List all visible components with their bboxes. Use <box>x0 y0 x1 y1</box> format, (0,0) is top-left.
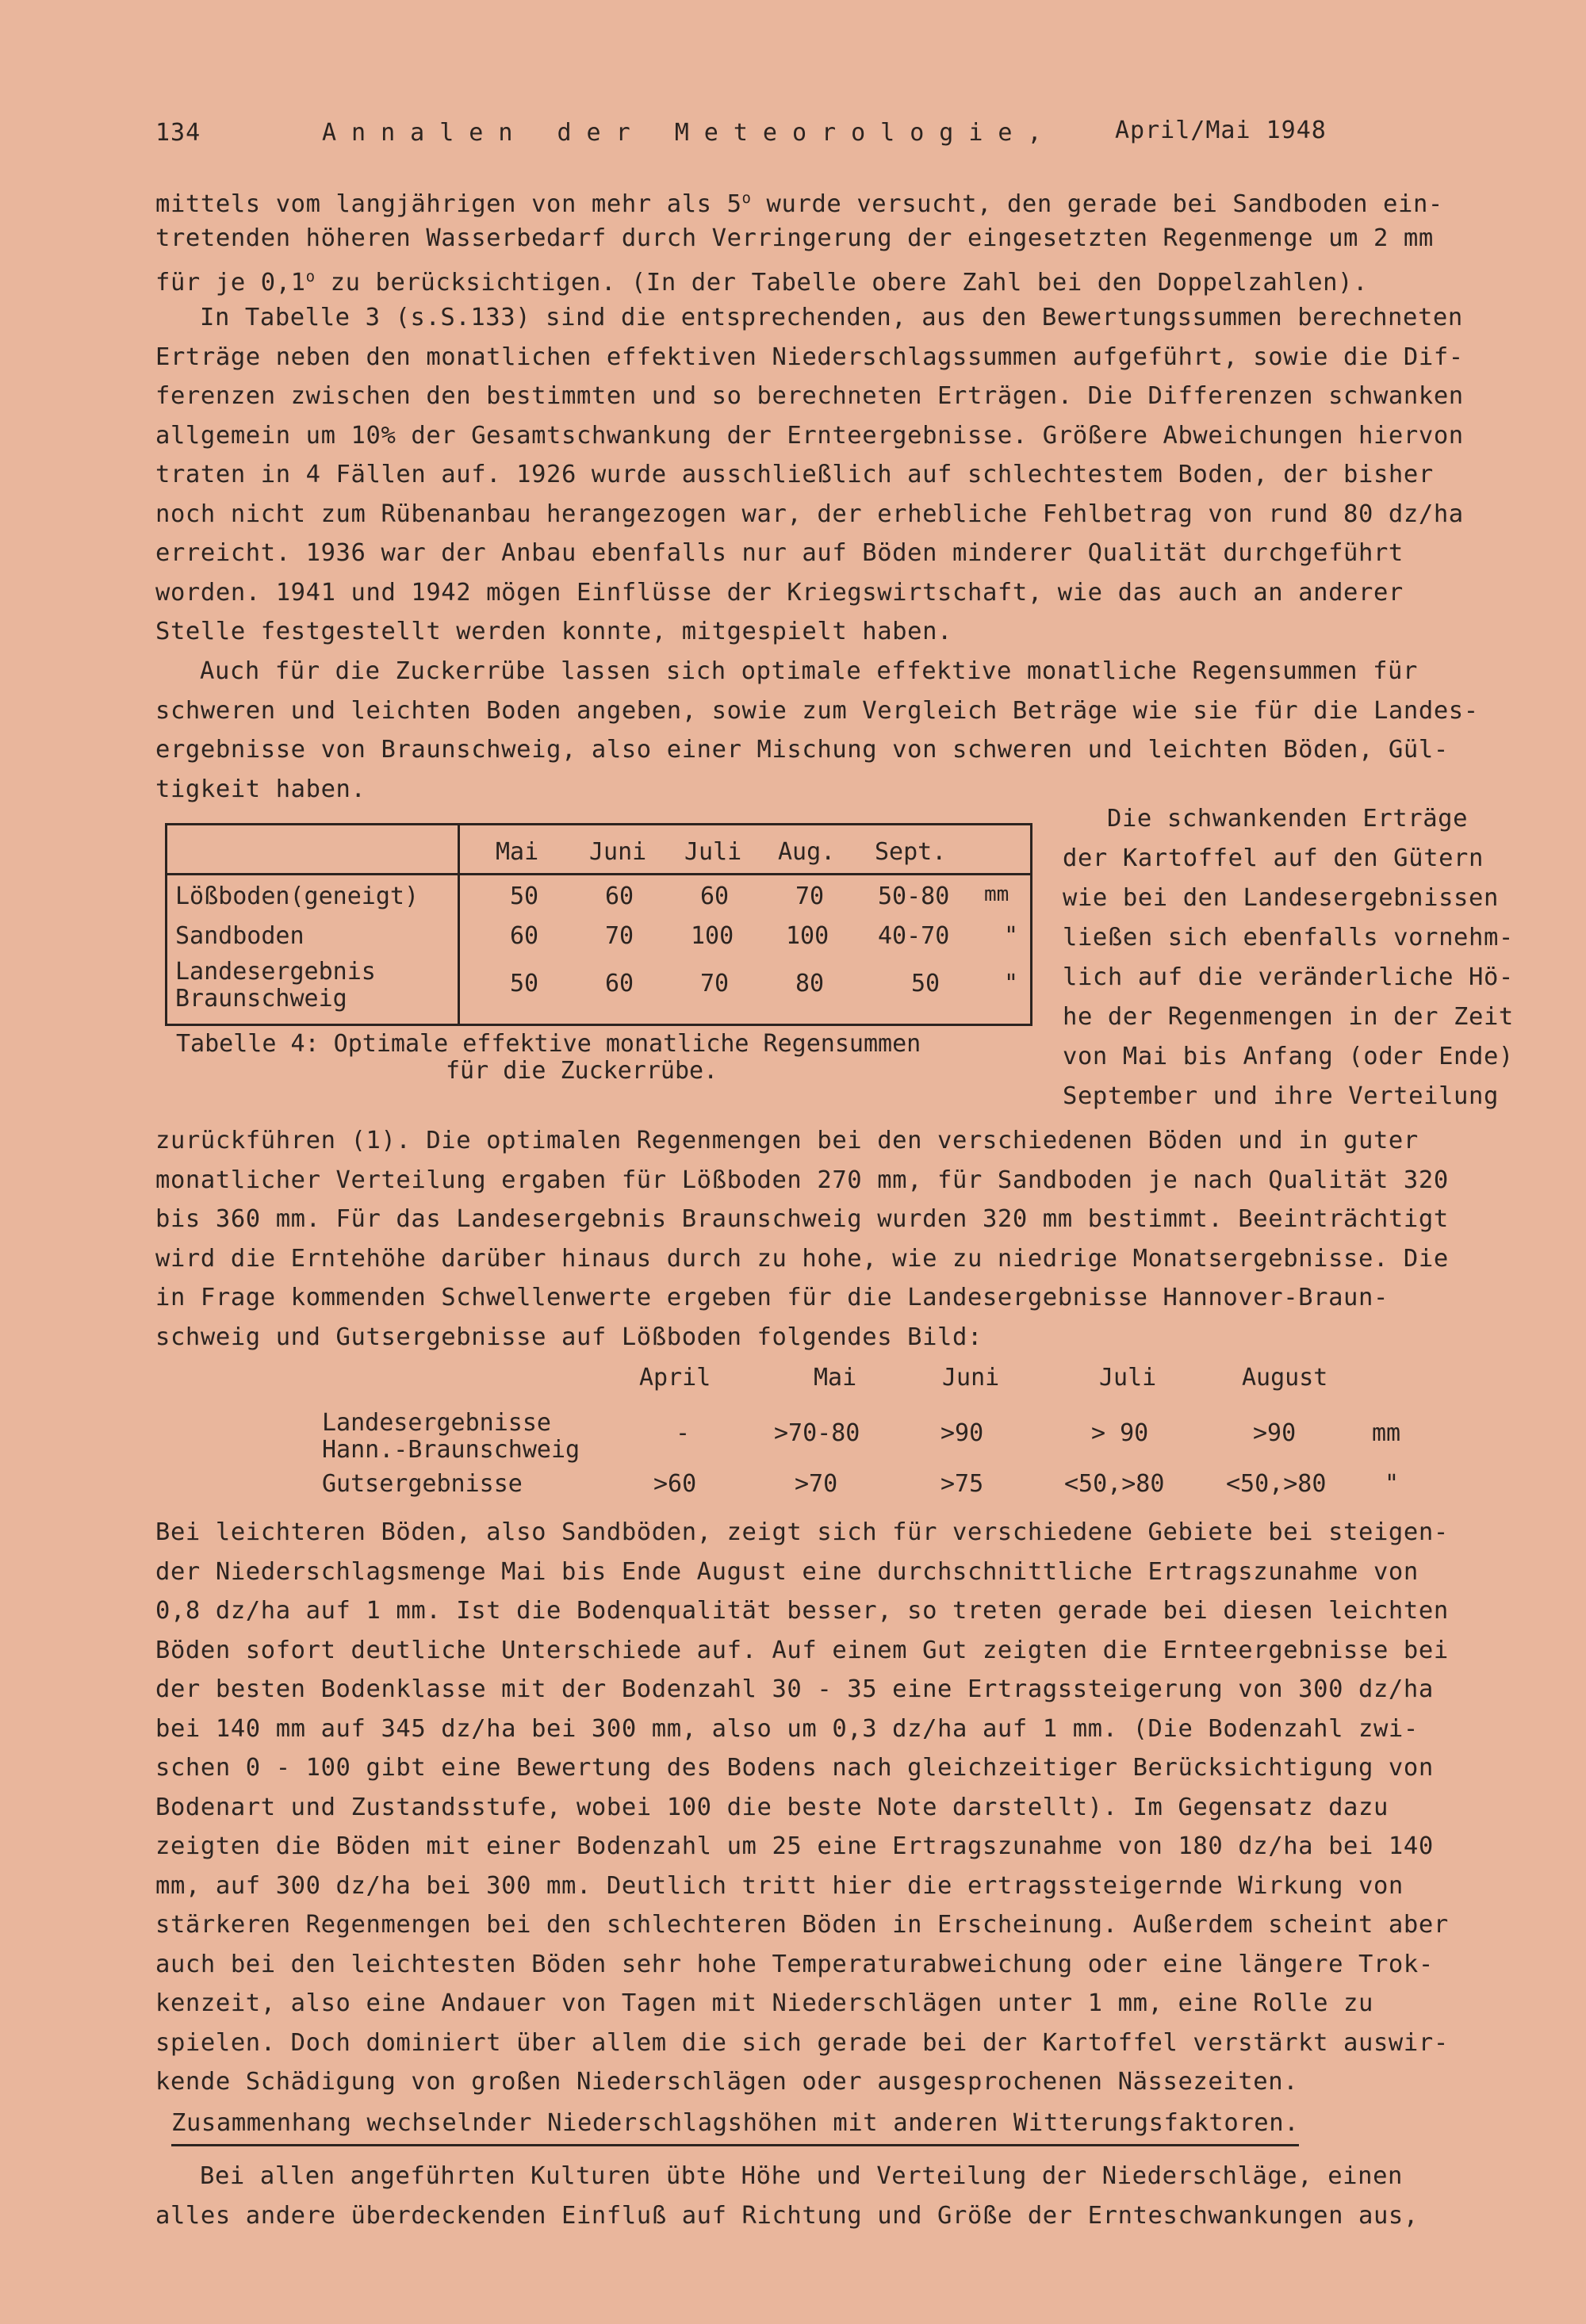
column-header: Juli <box>684 838 742 866</box>
text-line: ferenzen zwischen den bestimmten und so berechneten Erträgen. Die Differenzen schwanken <box>155 382 1464 410</box>
table-4-caption <box>176 1031 921 1085</box>
side-column-text <box>1063 799 1554 1116</box>
section-heading-text: Zusammenhang wechselnder Niederschlagshöhen mit anderen Witterungsfaktoren. <box>171 2109 1300 2137</box>
text-line: Auch für die Zuckerrübe lassen sich optimale effektive monatliche Regensummen für <box>200 657 1418 685</box>
text-line: schweig und Gutsergebnisse auf Lößboden folgendes Bild: <box>155 1323 983 1351</box>
column-header: April <box>639 1364 711 1392</box>
text-line: alles andere überdeckenden Einfluß auf Richtung und Größe der Ernteschwankungen aus, <box>155 2201 1419 2230</box>
text-line: Stelle festgestellt werden konnte, mitgespielt haben. <box>155 618 953 645</box>
text-line: mm, auf 300 dz/ha bei 300 mm. Deutlich tritt hier die ertragssteigernde Wirkung von <box>155 1871 1404 1900</box>
text-line: bei 140 mm auf 345 dz/ha bei 300 mm, also um 0,3 dz/ha auf 1 mm. (Die Bodenzahl zwi- <box>155 1714 1419 1743</box>
text-line: der Kartoffel auf den Gütern <box>1063 844 1484 872</box>
table-cell: 50 <box>911 970 940 997</box>
text-line: der besten Bodenklasse mit der Bodenzahl 30 - 35 eine Ertragssteigerung von 300 dz/ha <box>155 1675 1434 1703</box>
text-line: Die schwankenden Erträge <box>1107 805 1469 833</box>
text-line: tretenden höheren Wasserbedarf durch Verringerung der eingesetzten Regenmenge um 2 mm <box>155 224 1434 252</box>
text-line: noch nicht zum Rübenanbau herangezogen war, der erhebliche Fehlbetrag von rund 80 dz/ha <box>155 500 1464 528</box>
text-line: Erträge neben den monatlichen effektiven Niederschlagssummen aufgeführt, sowie die Dif- <box>155 343 1464 371</box>
table-cell: 60 <box>605 883 634 910</box>
table-cell: >75 <box>940 1470 984 1498</box>
text-line: lich auf die veränderliche Hö- <box>1063 963 1514 991</box>
text-line: für je 0,1$^o$ zu berücksichtigen. (In der Tabelle obere Zahl bei den Doppelzahlen). <box>155 268 1369 297</box>
caption-line: für die Zuckerrübe. <box>446 1057 718 1085</box>
text-line: spielen. Doch dominiert über allem die sich gerade bei der Kartoffel verstärkt auswir- <box>155 2028 1449 2057</box>
column-header: Juni <box>589 838 647 866</box>
text-line: in Frage kommenden Schwellenwerte ergeben für die Landesergebnisse Hannover-Braun- <box>155 1284 1389 1311</box>
table-cell: 50 <box>510 883 539 910</box>
unit-cell: " <box>1004 922 1019 950</box>
paragraph-6 <box>155 2157 1535 2235</box>
table-cell: 50 <box>510 970 539 997</box>
paragraph-1 <box>155 179 1535 297</box>
text-line: stärkeren Regenmengen bei den schlechteren Böden in Erscheinung. Außerdem scheint aber <box>155 1911 1449 1939</box>
text-line: der Niederschlagsmenge Mai bis Ende August eine durchschnittliche Ertragszunahme von <box>155 1557 1419 1586</box>
text-line: schweren und leichten Boden angeben, sowie zum Vergleich Beträge wie sie für die Landes- <box>155 696 1479 725</box>
paragraph-5 <box>155 1513 1535 2102</box>
unit-cell: mm <box>984 883 1009 906</box>
row-label: Lößboden(geneigt) <box>175 883 419 910</box>
heading-underline <box>171 2144 1299 2146</box>
column-header: Juli <box>1099 1364 1157 1392</box>
text-line: wie bei den Landesergebnissen <box>1063 884 1499 912</box>
text-line: Bodenart und Zustandsstufe, wobei 100 die beste Note darstellt). Im Gegensatz dazu <box>155 1793 1389 1821</box>
table-cell: 70 <box>605 922 634 950</box>
text-line: erreicht. 1936 war der Anbau ebenfalls nur auf Böden minderer Qualität durchgeführt <box>155 539 1404 567</box>
text-line: kende Schädigung von großen Niederschlägen oder ausgesprochenen Nässezeiten. <box>155 2068 1299 2096</box>
column-header: Juni <box>942 1364 1000 1392</box>
column-header: Sept. <box>875 838 947 866</box>
column-header: Aug. <box>778 838 836 866</box>
page-number: 134 <box>155 119 201 147</box>
text-line: ließen sich ebenfalls vornehm- <box>1063 924 1514 951</box>
section-heading <box>171 2109 1299 2137</box>
row-label: Gutsergebnisse <box>322 1470 523 1498</box>
text-line: Bei leichteren Böden, also Sandböden, zeigt sich für verschiedene Gebiete bei steigen- <box>155 1518 1449 1546</box>
table-cell: <50,>80 <box>1226 1470 1327 1498</box>
text-line: auch bei den leichtesten Böden sehr hohe Temperaturabweichung oder eine längere Trok- <box>155 1950 1434 1978</box>
table-cell: 100 <box>691 922 734 950</box>
text-line: von Mai bis Anfang (oder Ende) <box>1063 1043 1514 1070</box>
table-cell: >90 <box>940 1419 984 1447</box>
text-line: kenzeit, also eine Andauer von Tagen mit Niederschlägen unter 1 mm, eine Rolle zu <box>155 1989 1373 2017</box>
text-line: September und ihre Verteilung <box>1063 1082 1499 1110</box>
unit-cell: " <box>1385 1470 1400 1498</box>
journal-title: Annalen der Meteorologie, <box>322 119 1057 147</box>
column-header: Mai <box>814 1364 857 1392</box>
table-cell: 40-70 <box>878 922 950 950</box>
text-line: Böden sofort deutliche Unterschiede auf. Auf einem Gut zeigten die Ernteergebnisse bei <box>155 1636 1449 1664</box>
text-line: ergebnisse von Braunschweig, also einer Mischung von schweren und leichten Böden, Gül- <box>155 736 1449 764</box>
table-cell: <50,>80 <box>1064 1470 1165 1498</box>
text-line: worden. 1941 und 1942 mögen Einflüsse der Kriegswirtschaft, wie das auch an anderer <box>155 578 1404 607</box>
text-line: bis 360 mm. Für das Landesergebnis Braunschweig wurden 320 mm bestimmt. Beeinträchtigt <box>155 1205 1449 1233</box>
text-line: wird die Erntehöhe darüber hinaus durch zu hohe, wie zu niedrige Monatsergebnisse. Die <box>155 1244 1449 1273</box>
table-cell: >70-80 <box>774 1419 860 1447</box>
table-cell: >70 <box>795 1470 838 1498</box>
unit-cell: " <box>1004 970 1019 997</box>
text-line: allgemein um 10% der Gesamtschwankung der Ernteergebnisse. Größere Abweichungen hiervon <box>155 421 1464 450</box>
table-cell: > 90 <box>1091 1419 1149 1447</box>
table-cell: >90 <box>1253 1419 1297 1447</box>
row-label: Landesergebnis Braunschweig <box>175 958 376 1013</box>
table-cell: 70 <box>795 883 825 910</box>
row-label: Sandboden <box>175 922 305 950</box>
text-line: traten in 4 Fällen auf. 1926 wurde ausschließlich auf schlechtestem Boden, der bisher <box>155 461 1434 488</box>
text-line: Bei allen angeführten Kulturen übte Höhe und Verteilung der Niederschläge, einen <box>200 2162 1404 2190</box>
table-cell: 70 <box>700 970 730 997</box>
table-4 <box>165 823 1032 1026</box>
row-label: Landesergebnisse Hann.-Braunschweig <box>322 1409 580 1464</box>
paragraph-2 <box>155 298 1535 652</box>
caption-line: Tabelle 4: Optimale effektive monatliche Regensummen <box>176 1030 921 1058</box>
table-cell: - <box>676 1419 691 1447</box>
text-line: schen 0 - 100 gibt eine Bewertung des Bodens nach gleichzeitiger Berücksichtigung von <box>155 1754 1434 1782</box>
text-line: zurückführen (1). Die optimalen Regenmengen bei den verschiedenen Böden und in guter <box>155 1127 1419 1154</box>
text-line: zeigten die Böden mit einer Bodenzahl um 25 eine Ertragszunahme von 180 dz/ha bei 140 <box>155 1832 1434 1860</box>
table-cell: >60 <box>653 1470 697 1498</box>
paragraph-4 <box>155 1121 1535 1357</box>
table-cell: 60 <box>605 970 634 997</box>
column-header: August <box>1242 1364 1328 1392</box>
issue-date: April/Mai 1948 <box>1115 117 1327 144</box>
unit-cell: mm <box>1372 1419 1401 1447</box>
table-cell: 80 <box>795 970 825 997</box>
text-line: In Tabelle 3 (s.S.133) sind die entsprechenden, aus den Bewertungssummen berechneten <box>200 304 1463 331</box>
table-cell: 50-80 <box>878 883 950 910</box>
paragraph-3 <box>155 652 1535 809</box>
text-line: tigkeit haben. <box>155 775 366 803</box>
table-cell: 100 <box>786 922 829 950</box>
table-cell: 60 <box>700 883 730 910</box>
table-header-rule <box>167 873 1030 875</box>
table-cell: 60 <box>510 922 539 950</box>
text-line: 0,8 dz/ha auf 1 mm. Ist die Bodenqualität besser, so treten gerade bei diesen leichten <box>155 1597 1449 1625</box>
text-line: he der Regenmengen in der Zeit <box>1063 1003 1514 1031</box>
column-header: Mai <box>496 838 539 866</box>
table-column-rule <box>458 825 460 1024</box>
text-line: mittels vom langjährigen von mehr als 5$^o$ wurde versucht, den gerade bei Sandboden ein- <box>155 190 1443 219</box>
text-line: monatlicher Verteilung ergaben für Lößboden 270 mm, für Sandboden je nach Qualität 320 <box>155 1166 1449 1194</box>
